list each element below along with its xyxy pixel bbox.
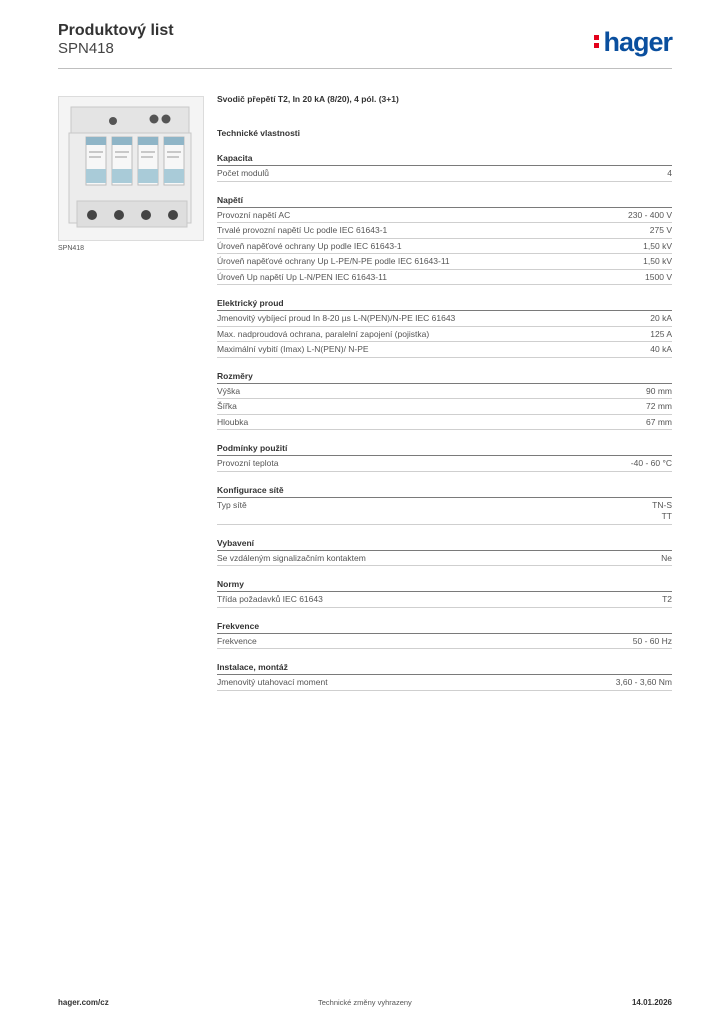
spec-value-line: 72 mm xyxy=(646,401,672,411)
spec-row xyxy=(217,327,672,343)
spec-row xyxy=(217,384,672,400)
spec-value-line: TN-S xyxy=(652,499,672,510)
spec-section xyxy=(217,485,672,525)
spec-value xyxy=(633,636,672,648)
spec-label: Maximální vybití (Imax) L-N(PEN)/ N-PE xyxy=(217,344,369,354)
section-title: Podmínky použití xyxy=(217,443,672,456)
hager-logo[interactable] xyxy=(594,28,672,56)
spec-label: Úroveň napěťové ochrany Up podle IEC 61643-1 xyxy=(217,240,402,251)
spec-value xyxy=(646,386,672,398)
technical-properties-heading: Technické vlastnosti xyxy=(217,128,300,138)
spec-label: Max. nadproudová ochrana, paralelní zapojení (pojistka) xyxy=(217,328,430,339)
spec-value-line: 4 xyxy=(667,168,672,178)
spec-label: Třída požadavků IEC 61643 xyxy=(217,594,323,604)
section-title: Kapacita xyxy=(217,153,672,166)
spec-value xyxy=(662,594,672,606)
spec-value-line: -40 - 60 °C xyxy=(630,458,672,468)
image-caption: SPN418 xyxy=(58,245,85,252)
spec-value-line: 90 mm xyxy=(646,385,672,396)
spec-value-line: 3,60 - 3,60 Nm xyxy=(615,677,672,687)
footer-website-link[interactable]: hager.com/cz xyxy=(58,998,109,1007)
spec-value xyxy=(650,225,672,237)
section-title: Rozměry xyxy=(217,371,672,384)
logo-text: hager xyxy=(603,27,672,57)
spec-value-line: 20 kA xyxy=(650,313,672,323)
section-title: Vybavení xyxy=(217,538,672,551)
spec-section xyxy=(217,579,672,608)
spec-row xyxy=(217,166,672,182)
section-title: Napětí xyxy=(217,195,672,208)
spec-section xyxy=(217,153,672,182)
spec-label: Se vzdáleným signalizačním kontaktem xyxy=(217,552,366,563)
spec-row xyxy=(217,311,672,327)
header-divider xyxy=(58,68,672,69)
spec-row xyxy=(217,208,672,224)
footer-date: 14.01.2026 xyxy=(631,998,672,1007)
logo-dots-icon xyxy=(594,28,601,48)
spec-value-line: 50 - 60 Hz xyxy=(632,635,672,646)
surge-arrester-illustration xyxy=(59,97,203,240)
spec-value xyxy=(661,553,672,565)
spec-value xyxy=(643,241,672,253)
spec-section xyxy=(217,298,672,358)
spec-row xyxy=(217,456,672,472)
spec-value-line: T2 xyxy=(662,594,672,604)
spec-value xyxy=(667,168,672,180)
spec-row xyxy=(217,675,672,691)
spec-value-line: 275 V xyxy=(649,225,672,235)
spec-section xyxy=(217,443,672,472)
spec-label: Úroveň Up napětí Up L-N/PEN IEC 61643-11 xyxy=(217,271,387,282)
spec-row xyxy=(217,239,672,255)
spec-row xyxy=(217,592,672,608)
spec-value xyxy=(650,344,672,356)
spec-value xyxy=(650,329,672,341)
spec-section xyxy=(217,371,672,431)
spec-section xyxy=(217,662,672,691)
spec-label: Trvalé provozní napětí Uc podle IEC 61643-1 xyxy=(217,225,388,235)
spec-value-line: 1500 V xyxy=(645,271,672,282)
spec-value xyxy=(652,500,672,523)
spec-value-line: TT xyxy=(661,511,672,521)
spec-row xyxy=(217,254,672,270)
spec-row xyxy=(217,551,672,567)
spec-value-line: 67 mm xyxy=(646,416,672,427)
spec-sections xyxy=(217,153,672,691)
footer-notice: Technické změny vyhrazeny xyxy=(318,998,412,1007)
page-title: Produktový list xyxy=(58,22,174,39)
spec-section xyxy=(217,621,672,650)
product-description: Svodič přepětí T2, In 20 kA (8/20), 4 pól. (3+1) xyxy=(217,94,399,104)
section-title: Instalace, montáž xyxy=(217,662,672,675)
spec-value xyxy=(650,313,672,325)
spec-value xyxy=(616,677,672,689)
spec-label: Frekvence xyxy=(217,635,257,646)
spec-value-line: 1,50 kV xyxy=(643,256,672,266)
spec-row xyxy=(217,342,672,358)
spec-section xyxy=(217,538,672,567)
spec-value xyxy=(646,417,672,429)
spec-value-line: 40 kA xyxy=(650,344,672,354)
spec-row xyxy=(217,270,672,286)
spec-label: Hloubka xyxy=(217,416,249,427)
spec-label: Výška xyxy=(217,385,241,396)
spec-label: Počet modulů xyxy=(217,168,269,178)
spec-label: Provozní teplota xyxy=(217,458,279,468)
section-title: Frekvence xyxy=(217,621,672,634)
spec-value-line: Ne xyxy=(661,552,672,563)
spec-value xyxy=(643,256,672,268)
spec-label: Typ sítě xyxy=(217,499,247,510)
spec-value xyxy=(628,210,672,222)
spec-value-line: 125 A xyxy=(650,328,672,339)
spec-label: Šířka xyxy=(217,401,237,411)
spec-row xyxy=(217,634,672,650)
product-code: SPN418 xyxy=(58,40,114,57)
spec-label: Jmenovitý vybíjecí proud In 8-20 µs L-N(PEN)/N-PE IEC 61643 xyxy=(217,313,456,323)
product-image xyxy=(58,96,204,241)
spec-label: Úroveň napěťové ochrany Up L-PE/N-PE podle IEC 61643-11 xyxy=(217,256,450,266)
spec-value-line: 1,50 kV xyxy=(643,240,672,251)
spec-row xyxy=(217,223,672,239)
section-title: Normy xyxy=(217,579,672,592)
spec-row xyxy=(217,415,672,431)
spec-label: Provozní napětí AC xyxy=(217,209,291,220)
spec-section xyxy=(217,195,672,286)
spec-value xyxy=(631,458,672,470)
product-spec-content xyxy=(217,94,672,691)
spec-value-line: 230 - 400 V xyxy=(628,209,672,220)
spec-value xyxy=(646,401,672,413)
spec-value xyxy=(645,272,672,284)
section-title: Konfigurace sítě xyxy=(217,485,672,498)
spec-row xyxy=(217,498,672,525)
section-title: Elektrický proud xyxy=(217,298,672,311)
spec-row xyxy=(217,399,672,415)
spec-label: Jmenovitý utahovací moment xyxy=(217,677,328,687)
